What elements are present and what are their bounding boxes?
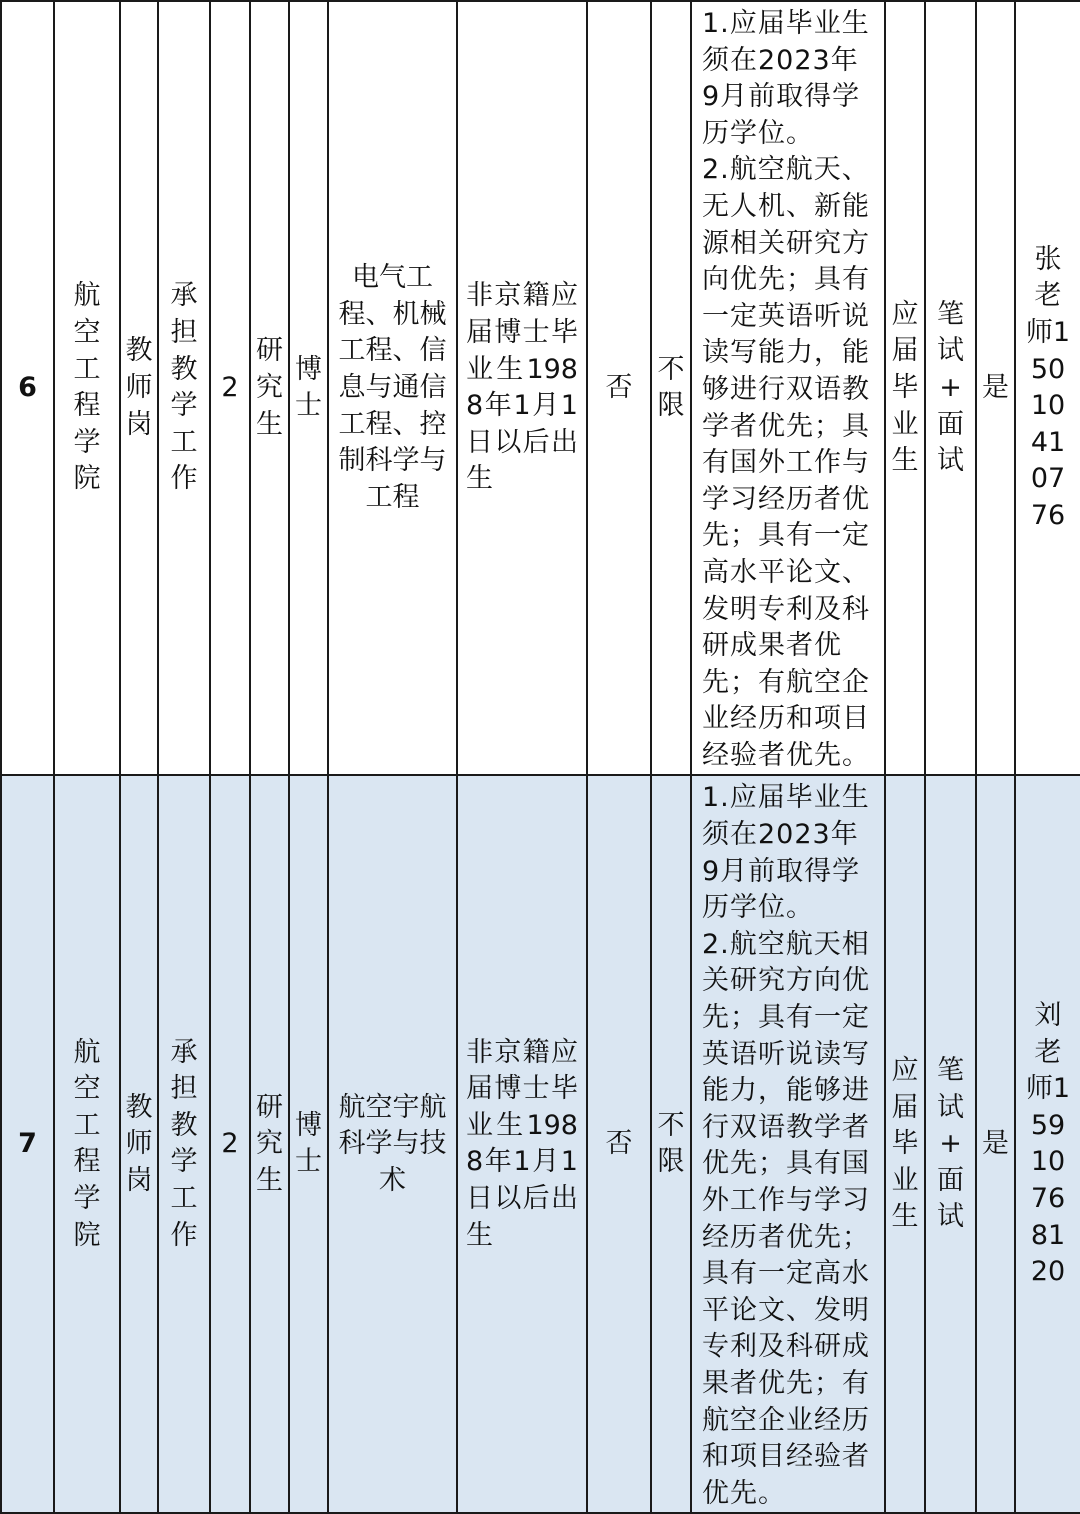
table-row — [1, 1, 1080, 775]
post-type-cell: 教师岗 — [120, 775, 158, 1513]
source-cell: 应届毕业生 — [885, 1, 925, 775]
table-row — [1, 775, 1080, 1513]
post-type-cell: 教师岗 — [120, 1, 158, 775]
major-cell: 航空宇航科学与技术 — [328, 775, 457, 1513]
degree-cell: 博士 — [289, 775, 328, 1513]
education-cell: 研究生 — [250, 775, 289, 1513]
duty-cell: 承担教学工作 — [158, 1, 210, 775]
duty-cell: 承担教学工作 — [158, 775, 210, 1513]
hukou-cell: 否 — [587, 1, 651, 775]
education-cell: 研究生 — [250, 1, 289, 775]
requirements-cell — [691, 775, 885, 1513]
limit-cell: 不限 — [651, 775, 691, 1513]
requirements-cell — [691, 1, 885, 775]
yes-cell: 是 — [976, 775, 1015, 1513]
college-cell: 航空工程学院 — [54, 775, 120, 1513]
requirement-item: 1.应届毕业生须在2023年9月前取得学历学位。 — [702, 8, 870, 149]
exam-cell: 笔试+面试 — [925, 1, 976, 775]
row-index: 6 — [1, 1, 54, 775]
source-cell: 应届毕业生 — [885, 775, 925, 1513]
exam-cell: 笔试+面试 — [925, 775, 976, 1513]
requirement-item: 2.航空航天相关研究方向优先；具有一定英语听说读写能力，能够进行双语教学者优先；具有国外工作与学习经历者优先；具有一定高水平论文、发明专利及科研成果者优先；有航空企业经历和项目经验者优先。 — [702, 928, 870, 1509]
hukou-cell: 否 — [587, 775, 651, 1513]
count-cell: 2 — [210, 775, 250, 1513]
requirement-item: 2.航空航天、无人机、新能源相关研究方向优先；具有一定英语听说读写能力，能够进行双语教学者优先；具有国外工作与学习经历者优先；具有一定高水平论文、发明专利及科研成果者优先；有航空企业经历和项目经验者优先。 — [702, 154, 870, 771]
degree-cell: 博士 — [289, 1, 328, 775]
limit-cell: 不限 — [651, 1, 691, 775]
yes-cell: 是 — [976, 1, 1015, 775]
requirement-item: 1.应届毕业生须在2023年9月前取得学历学位。 — [702, 782, 870, 924]
condition-cell: 非京籍应届博士毕业生1988年1月1日以后出生 — [457, 1, 587, 775]
count-cell: 2 — [210, 1, 250, 775]
contact-cell: 张老师15010410776 — [1015, 1, 1080, 775]
row-index: 7 — [1, 775, 54, 1513]
college-cell: 航空工程学院 — [54, 1, 120, 775]
condition-cell: 非京籍应届博士毕业生1988年1月1日以后出生 — [457, 775, 587, 1513]
major-cell: 电气工程、机械工程、信息与通信工程、控制科学与工程 — [328, 1, 457, 775]
contact-cell: 刘老师15910768120 — [1015, 775, 1080, 1513]
